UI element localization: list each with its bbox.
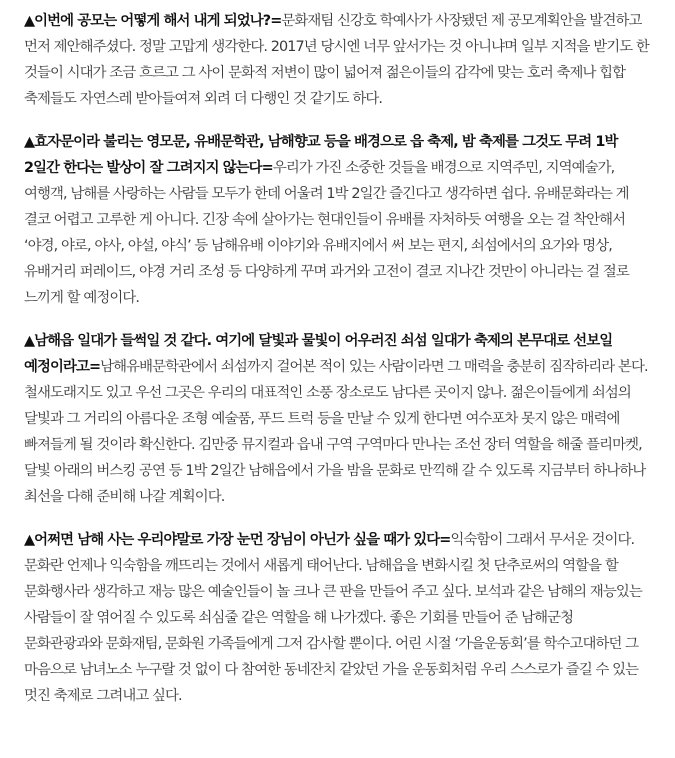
interview-qa-4 [24,527,653,709]
interview-qa-3 [24,328,653,510]
interview-answer: 문화재팀 신강호 학예사가 사장됐던 제 공모계획안을 발견하고 먼저 제안해주셨다. 정말 고맙게 생각한다. 2017년 당시엔 너무 앞서가는 것 아니냐며 일부 지적을 받기도 한 것들이 시대가 조금 흐르고 그 사이 문화적 저변이 많이 넓어져 젊은이들의 감각에 맞는 호러 축제나 힙합 축제들도 자연스레 받아들여져 외려 더 다행인 것 같기도 하다. [24,13,649,107]
interview-question: ▲남해읍 일대가 들썩일 것 같다. 여기에 달빛과 물빛이 어우러진 쇠섬 일대가 축제의 본무대로 선보일 예정이라고= [24,333,613,375]
interview-question: ▲이번에 공모는 어떻게 해서 내게 되었나?= [24,13,282,29]
interview-qa-1 [24,8,653,112]
interview-answer: 우리가 가진 소중한 것들을 배경으로 지역주민, 지역예술가, 여행객, 남해를 사랑하는 사람들 모두가 한데 어울려 1박 2일간 즐긴다고 생각하면 쉽다. 유배문화라는 게 결코 어렵고 고루한 게 아니다. 긴장 속에 살아가는 현대인들이 유배를 자처하듯 여행을 오는 걸 착안해서 ‘야경, 야로, 야사, 야설, 야식’ 등 남해유배 이야기와 유배지에서 써 보는 편지, 쇠섬에서의 요가와 명상, 유배거리 퍼레이드, 야경 거리 조성 등 다양하게 꾸며 과거와 고전이 결코 지나간 것만이 아니라는 걸 절로 느끼게 할 예정이다. [24,160,629,306]
interview-answer: 익숙함이 그래서 무서운 것이다. 문화란 언제나 익숙함을 깨뜨리는 것에서 새롭게 태어난다. 남해읍을 변화시킬 첫 단추로써의 역할을 할 문화행사라 생각하고 재능 많은 예술인들이 놀 크나 큰 판을 만들어 주고 싶다. 보석과 같은 남해의 재능있는 사람들이 잘 엮어질 수 있도록 쇠심줄 같은 역할을 해 나가겠다. 좋은 기회를 만들어 준 남해군청 문화관광과와 문화재팀, 문화원 가족들에게 그저 감사할 뿐이다. 어린 시절 ‘가을운동회’를 학수고대하던 그 마음으로 남녀노소 누구랄 것 없이 다 참여한 동네잔치 같았던 가을 운동회처럼 우리 스스로가 즐길 수 있는 멋진 축제로 그려내고 싶다. [24,532,642,704]
interview-qa-2 [24,129,653,311]
interview-question: ▲효자문이라 불리는 영모문, 유배문학관, 남해향교 등을 배경으로 읍 축제, 밤 축제를 그것도 무려 1박 2일간 한다는 발상이 잘 그려지지 않는다= [24,134,618,176]
interview-question: ▲어쩌면 남해 사는 우리야말로 가장 눈먼 장님이 아닌가 싶을 때가 있다= [24,532,451,548]
interview-answer: 남해유배문학관에서 쇠섬까지 걸어본 적이 있는 사람이라면 그 매력을 충분히 짐작하리라 본다. 철새도래지도 있고 우선 그곳은 우리의 대표적인 소풍 장소로도 남다른 곳이지 않나. 젊은이들에게 쇠섬의 달빛과 그 거리의 아름다운 조형 예술품, 푸드 트럭 등을 만날 수 있게 한다면 여수포차 못지 않은 매력에 빠져들게 될 것이라 확신한다. 김만중 뮤지컬과 읍내 구역 구역마다 만나는 조선 장터 역할을 해줄 플리마켓, 달빛 아래의 버스킹 공연 등 1박 2일간 남해읍에서 가을 밤을 문화로 만끽해 갈 수 있도록 지금부터 하나하나 최선을 다해 준비해 나갈 계획이다. [24,359,648,505]
